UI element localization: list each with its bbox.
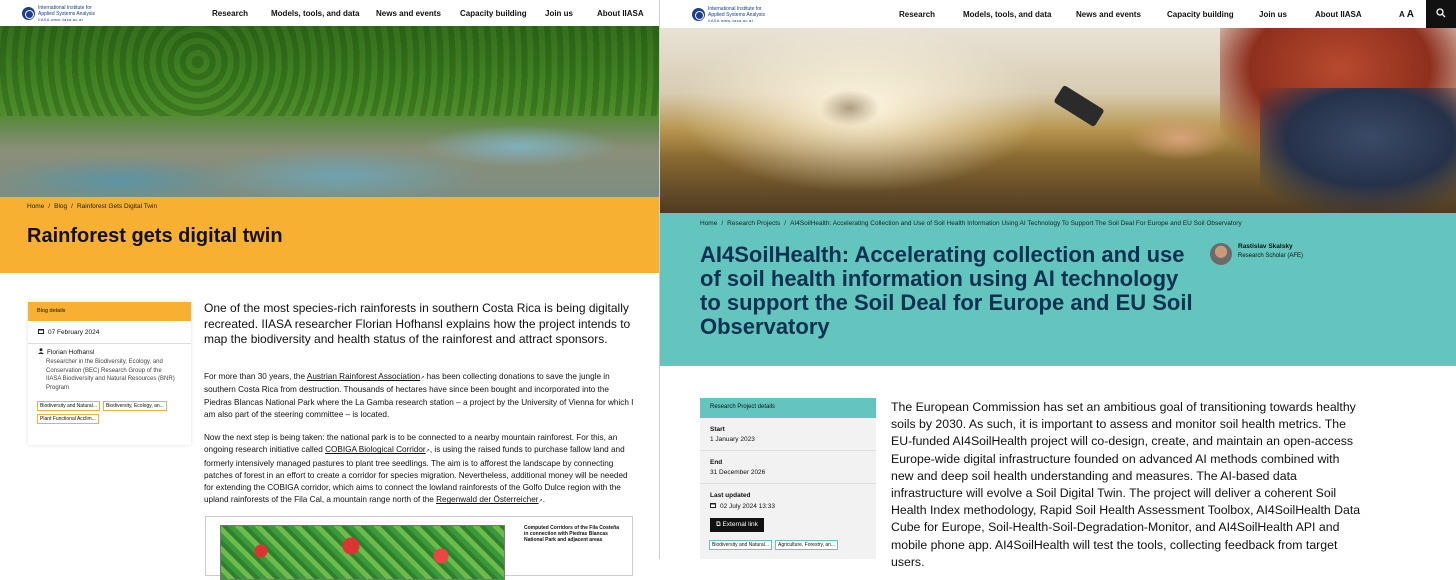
card-header: Research Project details [700,398,876,418]
corridor-map-figure [205,516,633,576]
project-author[interactable] [1210,243,1303,265]
author-role: Research Scholar (AFE) [1238,253,1304,259]
breadcrumb: Home / Research Projects / AI4SoilHealth: Accelerating Collection and Use of Soil Health Information Using AI Technology To Support The Soil Deal For Europe and EU Soil Observatory [700,220,1242,227]
author-desc: Researcher in the Biodiversity, Ecology, and Conservation (BEC) Research Group of the IIASA Biodiversity and Natural Resources (BNR) Program [46,359,175,391]
breadcrumb-current: AI4SoilHealth: Accelerating Collection and Use of Soil Health Information Using AI Technology To Support The Soil Deal For Europe and EU Soil Observatory [790,220,1242,227]
search-button[interactable] [1426,0,1456,28]
nav-item-news[interactable]: News and events [376,8,441,18]
start-date: 1 January 2023 [710,436,755,443]
tag[interactable]: Biodiversity and Natural... [709,540,772,550]
updated-date: 02 July 2024 13:33 [720,502,775,510]
tag[interactable]: Plant Functional Acclim... [37,414,99,424]
breadcrumb-home[interactable]: Home [700,220,718,227]
external-link-icon: ↗ [425,448,430,455]
author-name[interactable]: Rastislav Skalsky [1238,243,1293,250]
tree-silhouette [820,88,880,128]
title-band [660,213,1456,366]
avatar [1210,243,1232,265]
user-icon [38,348,44,356]
nav-item-about[interactable]: About IIASA [597,8,644,18]
logo-line2: Applied Systems Analysis [708,11,765,18]
rainforest-hero-image [0,26,659,197]
article-paragraph-2 [204,432,636,508]
tag-list [28,401,191,424]
card-header: Blog details [28,302,191,321]
tag[interactable]: Biodiversity and Natural... [37,401,100,411]
page-title: AI4SoilHealth: Accelerating collection and use of soil health information using AI technology to support the Soil Deal for Europe and EU Soil Observatory [700,242,1193,339]
external-link-button[interactable] [710,518,764,532]
external-link-label: External link [722,521,758,528]
title-band [0,197,659,273]
nav-item-join[interactable]: Join us [545,8,574,18]
para-text: , is using the raised funds to purchase fallow land and formerly intensively managed pastures to plant tree seedlings. The aim is to afforest the landscape by connecting patches of forest in an effort to create a corridor for species migration. Nevertheless, additional money will be needed for extending the COBIGA corridor, which aims to connect the lowland rainforests of the Golfo Dulce region with the upland rainforests of the Fila Cal, a mountain range north of the [204,445,628,505]
para-text: For more than 30 years, the [204,372,307,381]
nav-item-news[interactable]: News and events [1076,9,1141,19]
top-nav [0,0,659,26]
search-icon [1436,5,1446,23]
soil-hero-image [660,28,1456,213]
iiasa-logo[interactable] [22,5,95,22]
top-nav [660,0,1456,28]
iiasa-logo[interactable] [692,6,765,23]
corridor-map-image [220,525,505,580]
nav-item-research[interactable]: Research [212,8,249,18]
logo-line2: Applied Systems Analysis [38,10,95,17]
breadcrumb-blog[interactable]: Blog [54,203,68,210]
nav-item-research[interactable]: Research [899,9,936,19]
page-title: Rainforest gets digital twin [27,225,283,247]
person-jeans [1260,88,1456,213]
tag-list [700,540,876,550]
logo-sub: IIASA www.iiasa.ac.at [38,16,83,22]
regenwald-link[interactable]: Regenwald der Österreicher [436,495,539,505]
blog-details-card [28,302,191,445]
nav-item-models[interactable]: Models, tools, and data [963,9,1052,19]
nav-item-capacity[interactable]: Capacity building [1167,9,1234,19]
updated-label: Last updated [710,492,751,499]
breadcrumb-home[interactable]: Home [27,203,45,210]
blog-date: 07 February 2024 [48,328,100,336]
nav-item-models[interactable]: Models, tools, and data [271,8,360,18]
external-link-icon: ↗ [420,375,425,381]
external-link-icon: ⧉ [716,521,721,528]
font-size-toggle[interactable] [1399,9,1414,20]
end-label: End [710,459,723,466]
para-text: . [542,495,546,505]
project-details-card [700,398,876,559]
breadcrumb-current: Rainforest Gets Digital Twin [76,203,158,210]
start-label: Start [710,426,725,433]
date-row [28,328,191,336]
calendar-icon [38,328,44,336]
cobiga-link[interactable]: COBIGA Biological Corridor [325,445,426,455]
iiasa-logo-mark [692,8,705,21]
austrian-rainforest-link[interactable]: Austrian Rainforest Association [306,372,421,381]
logo-line1: International Institute for [708,5,762,12]
figure-caption: Computed Corridors of the Fila Costeña in connection with Piedras Blancas National Park and adjacent areas [524,525,620,543]
smartphone [1053,85,1104,127]
nav-item-capacity[interactable]: Capacity building [460,8,527,18]
calendar-icon [710,502,716,510]
logo-line1: International Institute for [38,4,92,11]
nav-tools [1399,0,1456,28]
iiasa-logo-mark [22,7,35,20]
external-link-icon: ↗ [538,498,543,505]
nav-item-join[interactable]: Join us [1259,9,1288,19]
author-name[interactable]: Florian Hofhansl [47,348,95,356]
para-text: Now the next step is being taken: the national park is to be connected to a nearby mountain rainforest. For this, an ongoing research initiative called [204,433,618,455]
breadcrumb-projects[interactable]: Research Projects [727,220,781,227]
author-row [28,348,191,356]
nav-item-about[interactable]: About IIASA [1315,9,1362,19]
left-browser-pane [0,0,659,559]
end-date: 31 December 2026 [710,469,766,476]
article-paragraph-1 [204,371,636,421]
project-description: The European Commission has set an ambitious goal of transitioning towards healthy soils by 2030. As such, it is important to assess and monitor soil health metrics. The EU-funded AI4SoilHealth project will co-design, create, and maintain an open-access Europe-wide digital infrastructure founded on advanced AI methods combined with new and deep soil health understanding and measures. The AI-based data infrastructure will evolve a Soil Digital Twin. The project will deliver a coherent Soil Health Index methodology, Rapid Soil Health Assessment Toolbox, AI4SoilHealth Data Cube for Europe, Soil-Health-Soil-Degradation-Monitor, and AI4SoilHealth API and mobile phone app. AI4SoilHealth will test the tools, collecting feedback from target users. [891,400,1361,569]
font-small[interactable]: A [1399,9,1405,19]
person-hand [1120,108,1240,168]
tag[interactable]: Agriculture, Forestry, an... [775,540,838,550]
right-browser-pane [660,0,1456,569]
updated-row [710,502,866,510]
logo-sub: IIASA www.iiasa.ac.at [708,17,753,23]
font-large[interactable]: A [1406,8,1414,20]
para-text: has been collecting donations to save the jungle in southern Costa Rica from destruction. Thousands of hectares have since been bought and incorporated into the Piedras Blancas National Park where the La Gamba research station – a project by the University of Vienna for which I am also part of the steering committee – is located. [204,372,634,419]
article-lead: One of the most species-rich rainforests in southern Costa Rica is being digitally recreated. IIASA researcher Florian Hofhansl explains how the project intends to map the biodiversity and health status of the rainforest and attract sponsors. [204,301,631,346]
breadcrumb: Home / Blog / Rainforest Gets Digital Twin [27,203,158,210]
tag[interactable]: Biodiversity, Ecology, an... [103,401,167,411]
